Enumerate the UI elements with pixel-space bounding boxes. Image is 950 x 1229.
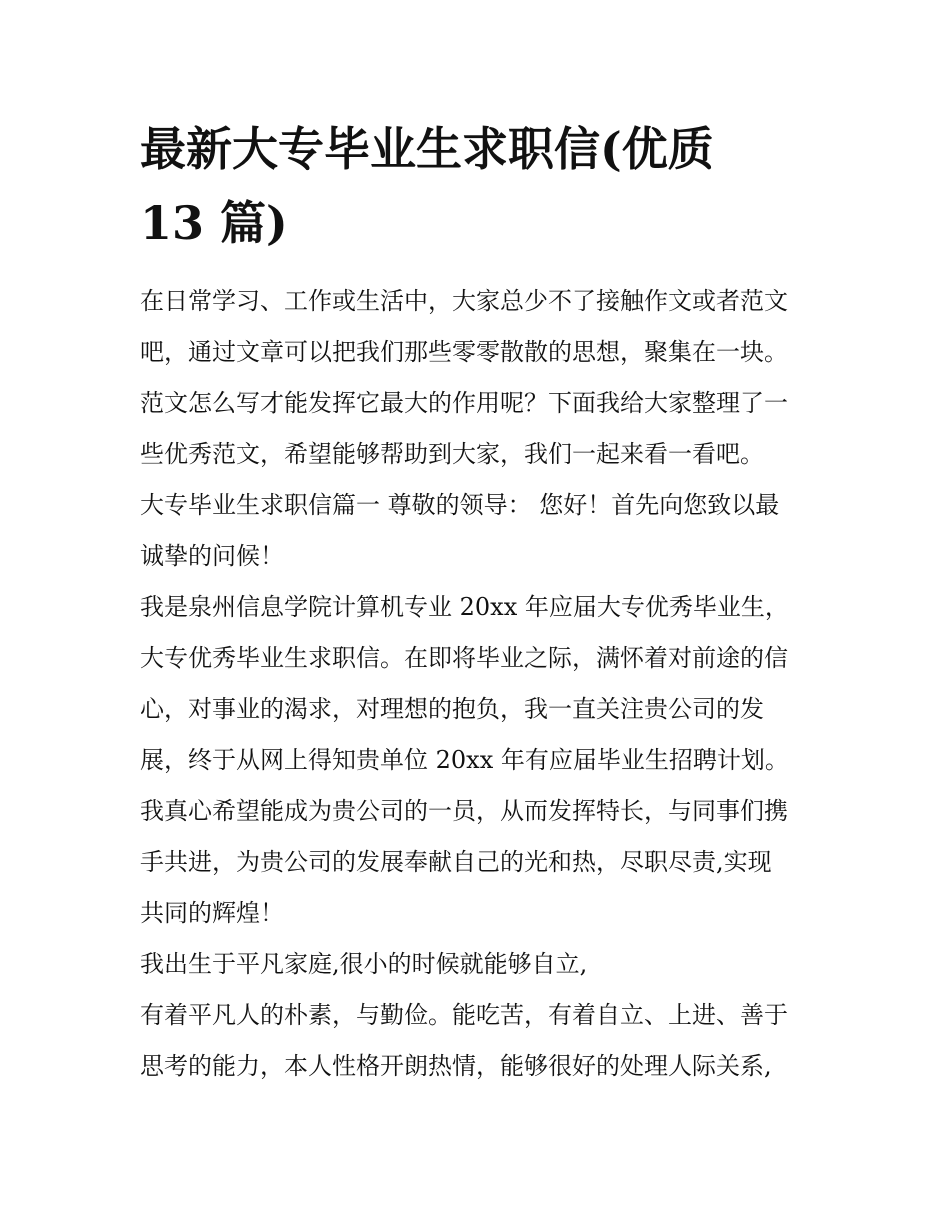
- document-title: [140, 112, 820, 260]
- body-line: 我是泉州信息学院计算机专业 20xx 年应届大专优秀毕业生，: [140, 593, 789, 621]
- body-line: 展，终于从网上得知贵单位 20xx 年有应届毕业生招聘计划。: [140, 746, 789, 774]
- title-line: 13 篇): [140, 196, 288, 250]
- body-line: 诚挚的问候！: [140, 542, 284, 570]
- body-line: 大专毕业生求职信篇一 尊敬的领导： 您好！首先向您致以最: [140, 491, 780, 519]
- body-line: 手共进，为贵公司的发展奉献自己的光和热，尽职尽责,实现: [140, 848, 772, 876]
- body-line: 吧，通过文章可以把我们那些零零散散的思想，聚集在一块。: [140, 338, 788, 366]
- body-line: 思考的能力，本人性格开朗热情，能够很好的处理人际关系,: [140, 1052, 772, 1080]
- body-line: 些优秀范文，希望能够帮助到大家，我们一起来看一看吧。: [140, 440, 764, 468]
- title-line: 最新大专毕业生求职信(优质: [140, 122, 714, 176]
- body-line: 范文怎么写才能发挥它最大的作用呢？下面我给大家整理了一: [140, 389, 788, 417]
- document-body: [140, 276, 820, 1092]
- body-line: 我出生于平凡家庭,很小的时候就能够自立,: [140, 950, 588, 978]
- body-line: 我真心希望能成为贵公司的一员，从而发挥特长，与同事们携: [140, 797, 788, 825]
- body-line: 大专优秀毕业生求职信。在即将毕业之际，满怀着对前途的信: [140, 644, 788, 672]
- body-line: 心，对事业的渴求，对理想的抱负，我一直关注贵公司的发: [140, 695, 764, 723]
- body-line: 共同的辉煌！: [140, 899, 284, 927]
- body-line: 在日常学习、工作或生活中，大家总少不了接触作文或者范文: [140, 287, 788, 315]
- body-line: 有着平凡人的朴素，与勤俭。能吃苦，有着自立、上进、善于: [140, 1001, 788, 1029]
